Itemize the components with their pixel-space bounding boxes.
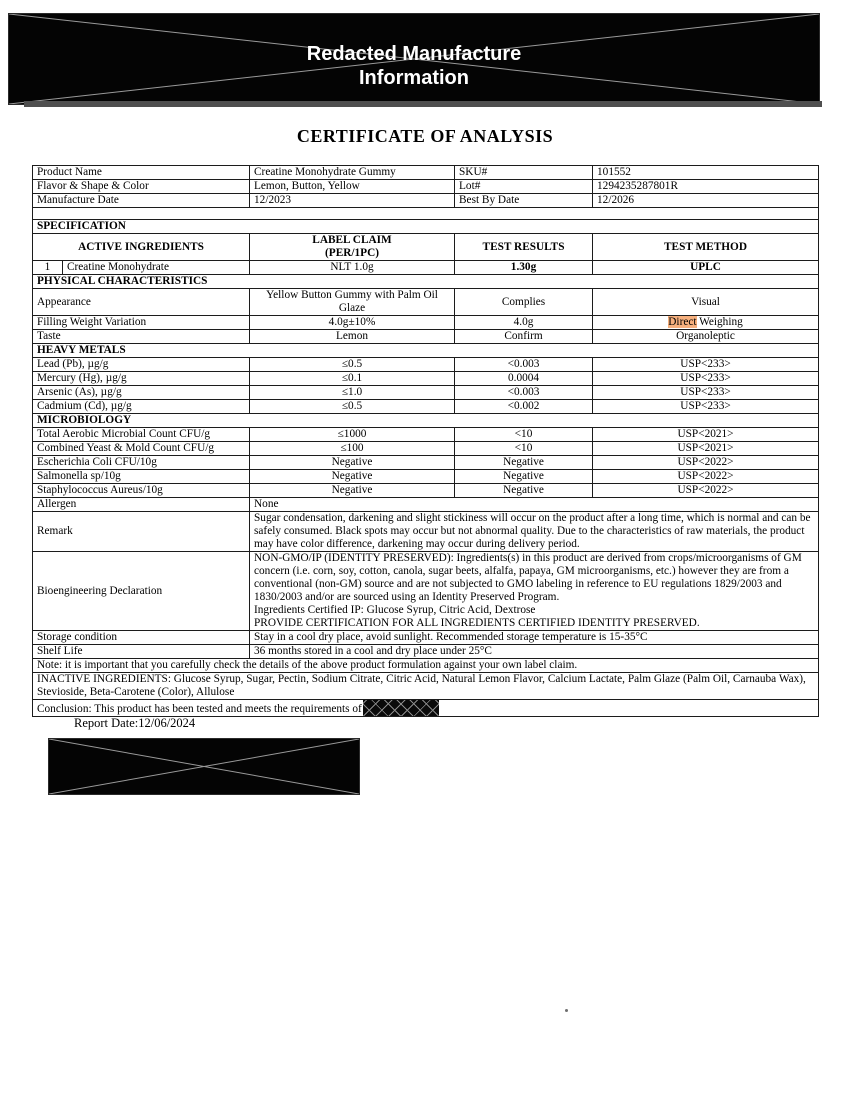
cell-label: Combined Yeast & Mold Count CFU/g <box>33 442 250 456</box>
cell-result: Complies <box>455 289 593 316</box>
cell-result: 0.0004 <box>455 372 593 386</box>
table-row <box>33 234 819 261</box>
cell-result: 4.0g <box>455 316 593 330</box>
page-title: CERTIFICATE OF ANALYSIS <box>296 126 554 146</box>
cell-claim: ≤0.5 <box>250 400 455 414</box>
table-row <box>33 470 819 484</box>
cell-full-row <box>33 700 819 717</box>
table-row <box>33 400 819 414</box>
table-row <box>33 208 819 220</box>
cell-claim: ≤100 <box>250 442 455 456</box>
cell-method: USP<2021> <box>593 442 819 456</box>
cell-method: USP<2022> <box>593 470 819 484</box>
cell-label: SKU# <box>455 166 593 180</box>
redaction-x-icon <box>49 739 359 794</box>
cell-label: Filling Weight Variation <box>33 316 250 330</box>
scan-speck <box>565 1009 568 1012</box>
table-row <box>33 428 819 442</box>
cell-result: <10 <box>455 442 593 456</box>
cell-label: Cadmium (Cd), µg/g <box>33 400 250 414</box>
cell-claim: ≤1000 <box>250 428 455 442</box>
cell-claim: NLT 1.0g <box>250 261 455 275</box>
column-header: LABEL CLAIM (PER/1PC) <box>250 234 455 261</box>
cell-label: Arsenic (As), µg/g <box>33 386 250 400</box>
section-header: SPECIFICATION <box>33 220 819 234</box>
table-row <box>33 358 819 372</box>
report-date: Report Date:12/06/2024 <box>74 716 196 730</box>
cell-method: USP<2022> <box>593 484 819 498</box>
cell-result: <10 <box>455 428 593 442</box>
cell-method: USP<233> <box>593 386 819 400</box>
cell-label: Manufacture Date <box>33 194 250 208</box>
cell-method: Visual <box>593 289 819 316</box>
table-row <box>33 631 819 645</box>
table-row <box>33 220 819 234</box>
cell-label: Shelf Life <box>33 645 250 659</box>
redacted-header-line1: Redacted Manufacture <box>306 43 522 65</box>
cell-method: USP<2022> <box>593 456 819 470</box>
table-row <box>33 316 819 330</box>
table-row <box>33 673 819 700</box>
redacted-header-text <box>9 14 819 104</box>
column-header: TEST METHOD <box>593 234 819 261</box>
full-row-text: INACTIVE INGREDIENTS: Glucose Syrup, Sugar, Pectin, Sodium Citrate, Citric Acid, Natural Lemon Flavor, Calcium Lactate, Palm Glaze (Palm Oil, Carnauba Wax), Stevioside, Beta-Carotene (Color), Allulose <box>37 673 806 698</box>
cell-label: Lot# <box>455 180 593 194</box>
cell-method: USP<233> <box>593 400 819 414</box>
table-row <box>33 194 819 208</box>
cell-result: 1.30g <box>455 261 593 275</box>
redacted-header-box <box>8 13 820 105</box>
cell-claim: Lemon <box>250 330 455 344</box>
full-row-text: Note: it is important that you carefully check the details of the above product formulation against your own label claim. <box>37 659 578 671</box>
column-header: TEST RESULTS <box>455 234 593 261</box>
cell-result: <0.002 <box>455 400 593 414</box>
cell-method: UPLC <box>593 261 819 275</box>
table-row <box>33 456 819 470</box>
cell-wide-value: Stay in a cool dry place, avoid sunlight. Recommended storage temperature is 15-35°C <box>250 631 819 645</box>
cell-label: Staphylococcus Aureus/10g <box>33 484 250 498</box>
cell-method <box>593 316 819 330</box>
cell-value: 1294235287801R <box>593 180 819 194</box>
cell-claim: ≤0.5 <box>250 358 455 372</box>
cell-result: Negative <box>455 456 593 470</box>
cell-label: Product Name <box>33 166 250 180</box>
cell-value: 12/2023 <box>250 194 455 208</box>
table-row <box>33 484 819 498</box>
cell-claim: Negative <box>250 484 455 498</box>
highlighted-text: Direct <box>668 316 697 328</box>
cell-row-number: 1 <box>33 261 63 275</box>
table-row <box>33 275 819 289</box>
cell-value: Lemon, Button, Yellow <box>250 180 455 194</box>
wide-value-line: NON-GMO/IP (IDENTITY PRESERVED): Ingredients(s) in this product are derived from crops/microorganisms of GM concern (i.e. corn, soy, cotton, canola, sugar beets, alfalfa, papaya, GM microorganisms, etc.) however they are from a conventional (non-GM) source and are not subjected to GMO labeling in reference to EU regulations 1829/2003 and 1830/2003 and/or are sourced using an Identity Preserved Program. <box>254 552 802 603</box>
table-row <box>33 386 819 400</box>
cell-label: Remark <box>33 512 250 552</box>
table-row <box>33 700 819 717</box>
cell-method: USP<233> <box>593 372 819 386</box>
redacted-signature-box <box>48 738 360 795</box>
cell-label: Bioengineering Declaration <box>33 552 250 631</box>
cell-label: Appearance <box>33 289 250 316</box>
wide-value-line: Ingredients Certified IP: Glucose Syrup, Citric Acid, Dextrose <box>254 604 536 616</box>
cell-label: Mercury (Hg), µg/g <box>33 372 250 386</box>
cell-label: Allergen <box>33 498 250 512</box>
cell-claim: Yellow Button Gummy with Palm Oil Glaze <box>250 289 455 316</box>
cell-label: Flavor & Shape & Color <box>33 180 250 194</box>
cell-label: Lead (Pb), µg/g <box>33 358 250 372</box>
cell-label: Total Aerobic Microbial Count CFU/g <box>33 428 250 442</box>
cell-label: Taste <box>33 330 250 344</box>
table-row <box>33 261 819 275</box>
cell-value: 101552 <box>593 166 819 180</box>
cell-result: <0.003 <box>455 358 593 372</box>
table-row <box>33 498 819 512</box>
header-shadow-bar <box>24 101 822 107</box>
redacted-header-line2: Information <box>359 67 469 89</box>
table-row <box>33 180 819 194</box>
table-row <box>33 289 819 316</box>
table-row <box>33 344 819 358</box>
cell-result: Negative <box>455 484 593 498</box>
section-header: HEAVY METALS <box>33 344 819 358</box>
cell-wide-value: None <box>250 498 819 512</box>
cell-claim: ≤0.1 <box>250 372 455 386</box>
column-header: ACTIVE INGREDIENTS <box>33 234 250 261</box>
cell-empty <box>33 208 819 220</box>
table-row <box>33 442 819 456</box>
table-row <box>33 552 819 631</box>
redacted-inline-box <box>363 700 439 716</box>
cell-claim: Negative <box>250 470 455 484</box>
table-row <box>33 659 819 673</box>
cell-method: USP<2021> <box>593 428 819 442</box>
cell-method: Organoleptic <box>593 330 819 344</box>
cell-wide-value: 36 months stored in a cool and dry place under 25°C <box>250 645 819 659</box>
table-row <box>33 166 819 180</box>
cell-result: Negative <box>455 470 593 484</box>
cell-result: Confirm <box>455 330 593 344</box>
table-row <box>33 414 819 428</box>
coa-table <box>32 165 819 717</box>
table-row <box>33 372 819 386</box>
cell-full-row <box>33 673 819 700</box>
cell-wide-value <box>250 552 819 631</box>
cell-result: <0.003 <box>455 386 593 400</box>
cell-value: Creatine Monohydrate Gummy <box>250 166 455 180</box>
wide-value-line: PROVIDE CERTIFICATION FOR ALL INGREDIENTS CERTIFIED IDENTITY PRESERVED. <box>254 617 700 629</box>
section-header: PHYSICAL CHARACTERISTICS <box>33 275 819 289</box>
cell-claim: Negative <box>250 456 455 470</box>
section-header: MICROBIOLOGY <box>33 414 819 428</box>
cell-claim: ≤1.0 <box>250 386 455 400</box>
cell-full-row <box>33 659 819 673</box>
cell-ingredient-name: Creatine Monohydrate <box>63 261 250 275</box>
table-row <box>33 645 819 659</box>
cell-label: Storage condition <box>33 631 250 645</box>
method-text: Weighing <box>696 316 743 328</box>
cell-value: 12/2026 <box>593 194 819 208</box>
cell-claim: 4.0g±10% <box>250 316 455 330</box>
full-row-text: Conclusion: This product has been tested and meets the requirements of <box>37 703 362 715</box>
table-row <box>33 330 819 344</box>
cell-method: USP<233> <box>593 358 819 372</box>
cell-wide-value: Sugar condensation, darkening and slight stickiness will occur on the product after a long time, which is normal and can be safely consumed. Black spots may occur but not abnormal quality. Due to the characteristics of raw materials, the product may have color difference, darkening may occur during delivery period. <box>250 512 819 552</box>
table-row <box>33 512 819 552</box>
cell-label: Salmonella sp/10g <box>33 470 250 484</box>
cell-label: Best By Date <box>455 194 593 208</box>
cell-label: Escherichia Coli CFU/10g <box>33 456 250 470</box>
